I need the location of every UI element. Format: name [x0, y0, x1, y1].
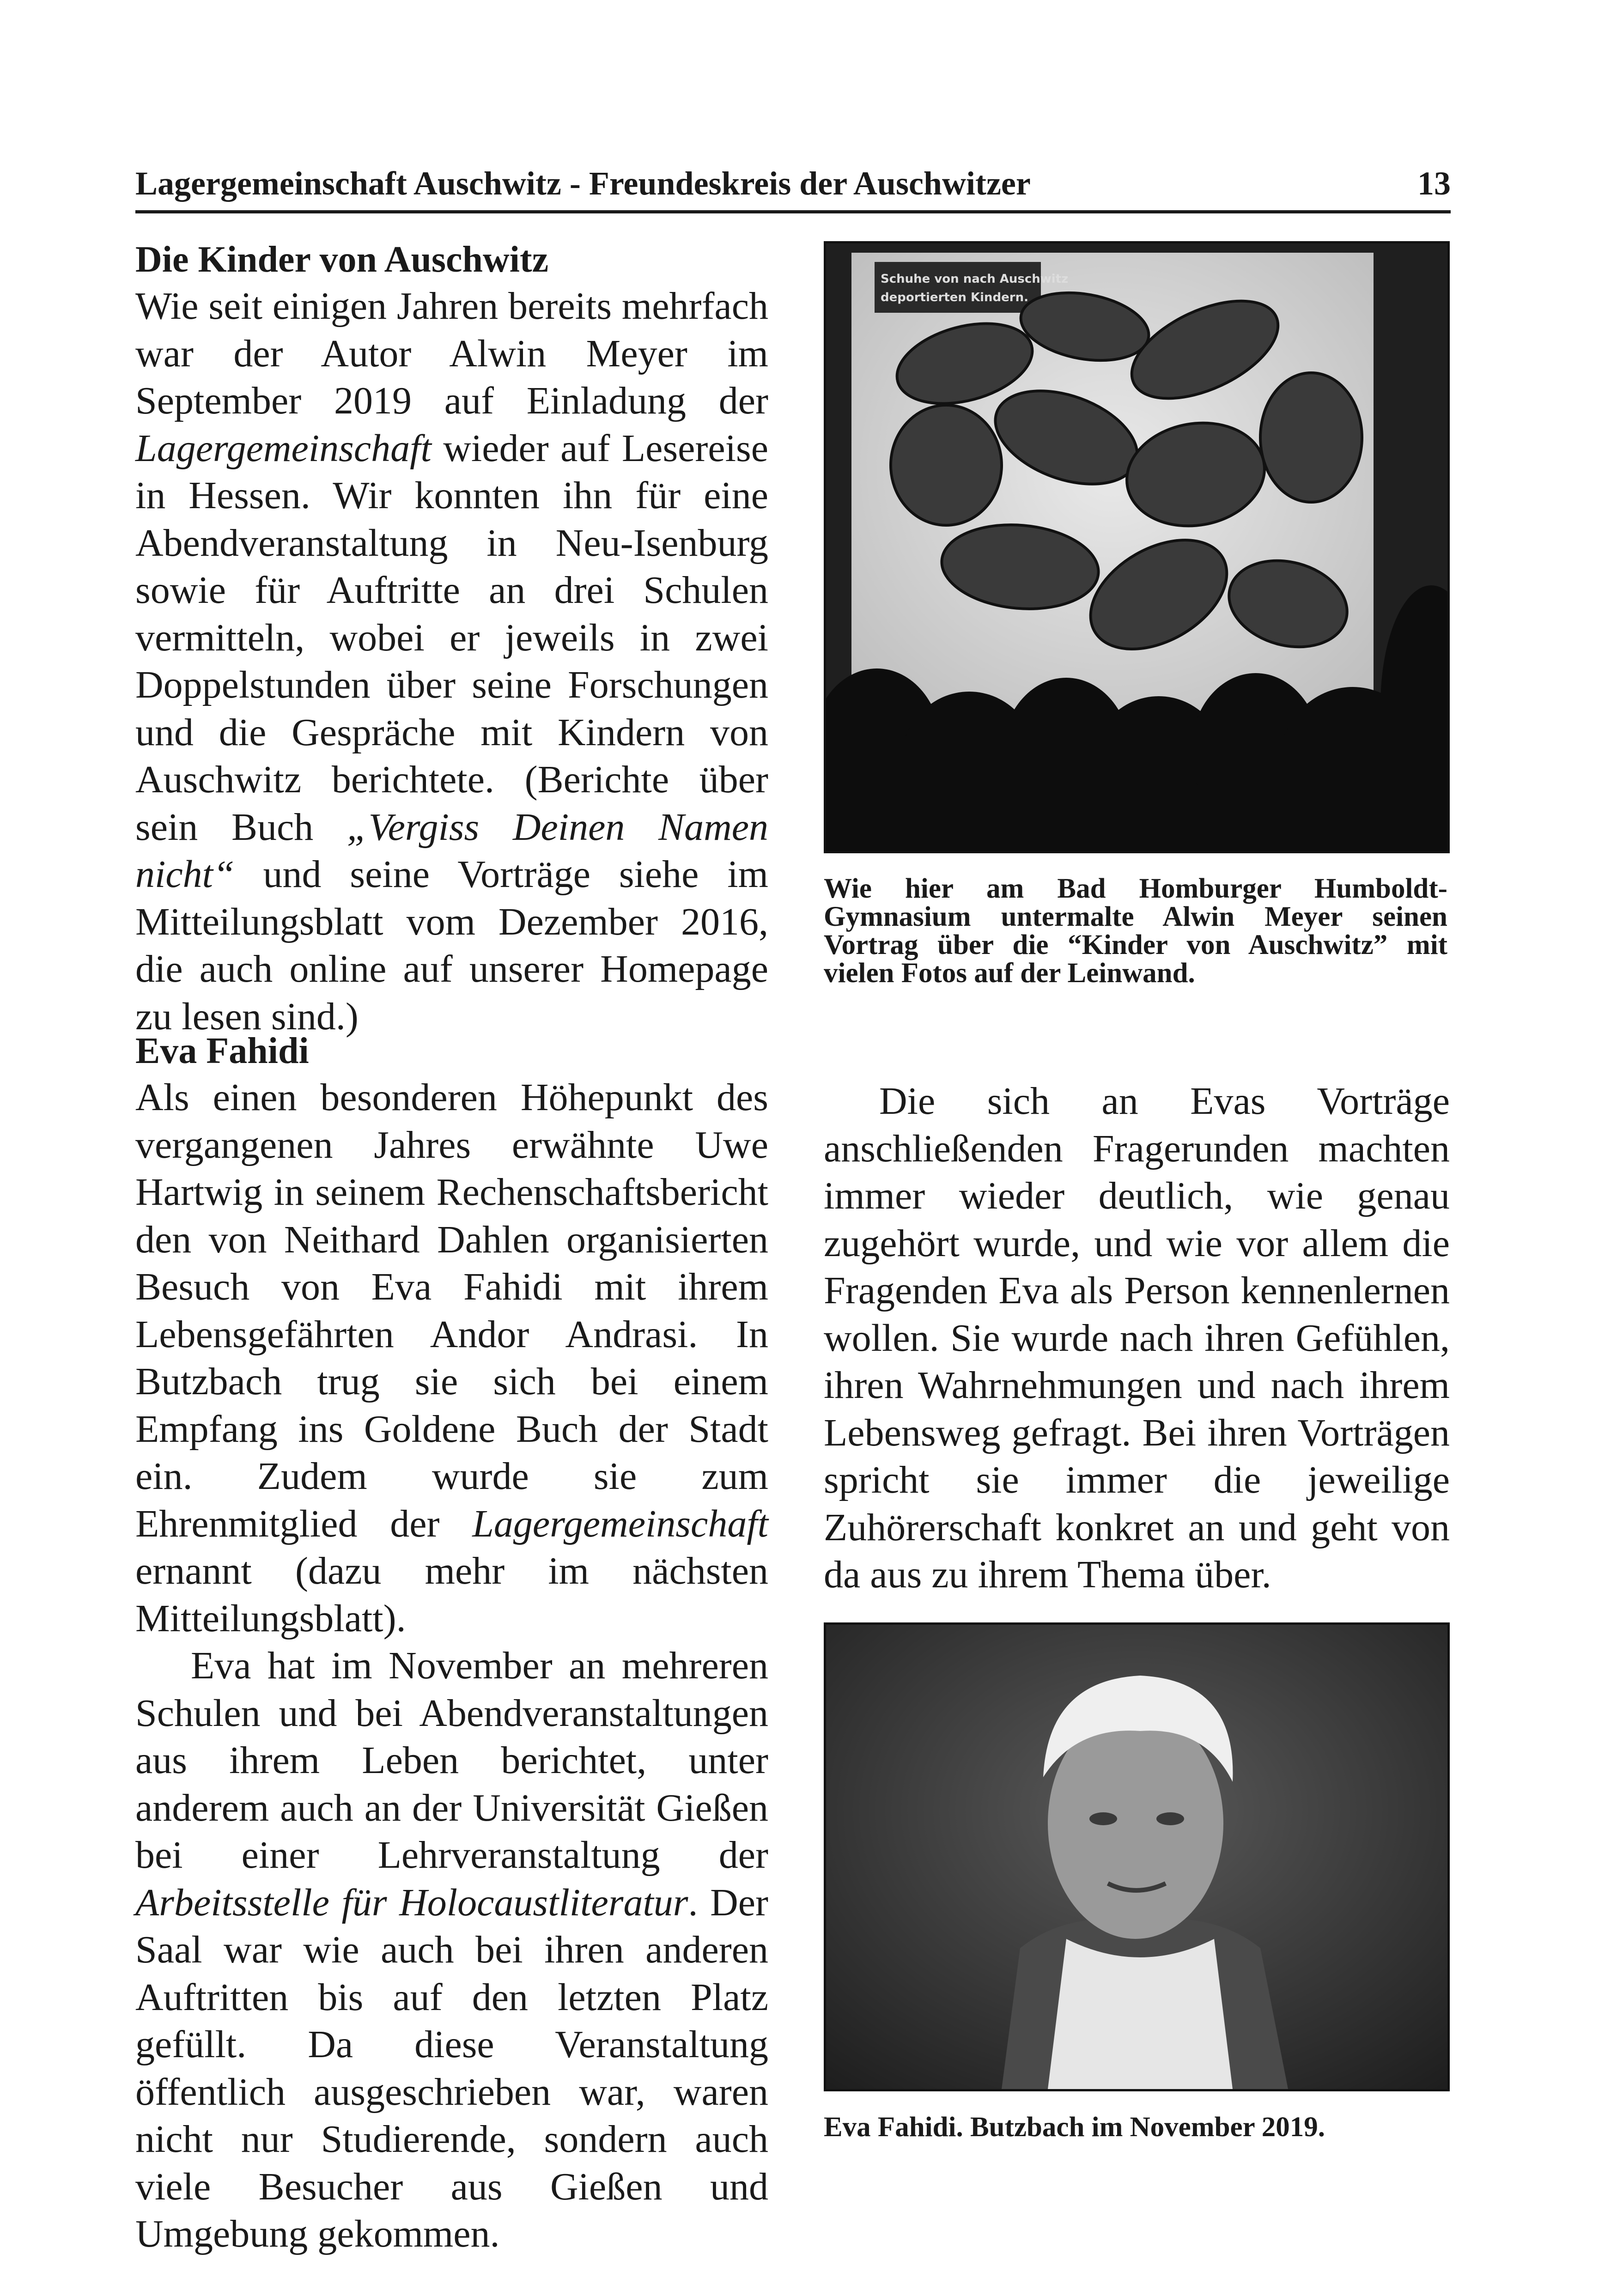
photo-lecture-shoes-image	[826, 243, 1447, 851]
header-rule	[135, 210, 1451, 213]
photo-lecture-caption: Wie hier am Bad Homburger Humboldt-Gymnasium untermalte Alwin Meyer seinen Vortrag über die “Kinder von Auschwitz” mit vielen Fotos auf der Leinwand.	[824, 873, 1447, 989]
article-paragraph: Die sich an Evas Vorträge anschließenden Fragerunden machten immer wieder deutlich, wie genau zugehört wurde, und wie vor allem die Fragenden Eva als Person kennenlernen wollen. Sie wurde nach ihren Gefühlen, ihren Wahrnehmungen und nach ihrem Lebensweg gefragt. Bei ihren Vorträgen spricht sie immer die jeweilige Zuhörerschaft konkret an und geht von da aus zu ihrem Thema über.	[824, 1080, 1450, 1596]
article-eva-fahidi	[135, 1028, 768, 2258]
photo-eva-fahidi	[824, 1622, 1450, 2091]
running-header-title: Lagergemeinschaft Auschwitz - Freundeskreis der Auschwitzer	[135, 165, 1031, 202]
article-heading: Eva Fahidi	[135, 1031, 309, 1071]
screen-text-line: deportierten Kindern.	[881, 291, 1028, 304]
article-paragraph: Eva hat im November an mehreren Schulen und bei Abendveranstaltungen aus ihrem Leben berichtet, unter anderem auch an der Universität Gießen bei einer Lehrveranstaltung der Arbeitsstelle für Holocaustliteratur. Der Saal war wie auch bei ihren anderen Auftritten bis auf den letzten Platz gefüllt. Da diese Veranstaltung öffentlich ausgeschrieben war, waren nicht nur Studierende, sondern auch viele Besucher aus Gießen und Umgebung gekommen.	[135, 1644, 768, 2255]
article-heading: Die Kinder von Auschwitz	[135, 239, 549, 280]
screen-text-line: Schuhe von nach Auschwitz	[881, 272, 1069, 286]
article-paragraph: Als einen besonderen Höhepunkt des vergangenen Jahres erwähnte Uwe Hartwig in seinem Rechenschaftsbericht den von Neithard Dahlen organisierten Besuch von Eva Fahidi mit ihrem Lebensgefährten Andor Andrasi. In Butzbach trug sie sich bei einem Empfang ins Goldene Buch der Stadt ein. Zudem wurde sie zum Ehrenmitglied der Lagergemeinschaft ernannt (dazu mehr im nächsten Mitteilungsblatt).	[135, 1076, 768, 1640]
article-kinder-von-auschwitz	[135, 237, 768, 1040]
article-paragraph: Wie seit einigen Jahren bereits mehrfach war der Autor Alwin Meyer im September 2019 auf Einladung der Lagergemeinschaft wieder auf Lesereise in Hessen. Wir konnten ihn für eine Abendveranstaltung in Neu-Isenburg sowie für Auftritte an drei Schulen vermitteln, wobei er jeweils in zwei Doppelstunden über seine Forschungen und die Gespräche mit Kindern von Auschwitz berichtete. (Berichte über sein Buch „Vergiss Deinen Namen nicht“ und seine Vorträge siehe im Mitteilungsblatt vom Dezember 2016, die auch online auf unserer Homepage zu lesen sind.)	[135, 285, 769, 1038]
photo-eva-fahidi-image	[826, 1625, 1447, 2089]
article-eva-fahidi-continued	[824, 1078, 1450, 1599]
photo-eva-fahidi-caption: Eva Fahidi. Butzbach im November 2019.	[824, 2112, 1325, 2143]
photo-lecture-shoes	[824, 241, 1450, 853]
page-number: 13	[1417, 165, 1451, 202]
